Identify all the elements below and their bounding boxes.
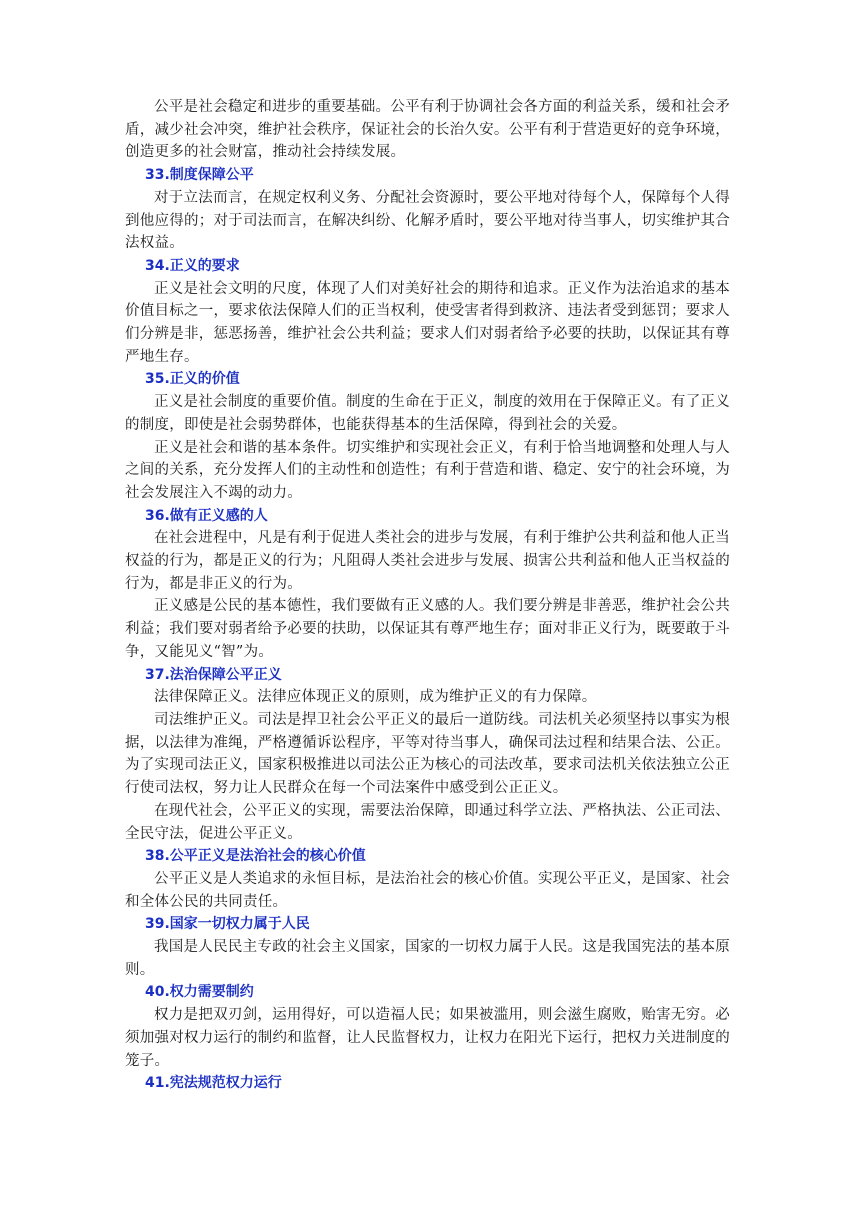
heading-39: 39.国家一切权力属于人民 — [145, 916, 310, 933]
paragraph-law-guarantees-justice: 法律保障正义。法律应体现正义的原则，成为维护正义的有力保障。 — [154, 689, 597, 706]
heading-34: 34.正义的要求 — [145, 257, 240, 274]
paragraph-power-belongs-to-people: 我国是人民民主专政的社会主义国家，国家的一切权力属于人民。这是我国宪法的基本原则。 — [125, 939, 730, 978]
heading-41: 41.宪法规范权力运行 — [145, 1075, 282, 1092]
heading-38: 38.公平正义是法治社会的核心价值 — [145, 848, 366, 865]
heading-37: 37.法治保障公平正义 — [145, 666, 282, 683]
paragraph-justice-requirements: 正义是社会文明的尺度，体现了人们对美好社会的期待和追求。正义作为法治追求的基本价值目标之一，要求依法保障人们的正当权利，使受害者得到救济、违法者受到惩罚；要求人们分辨是非，惩恶扬善，维护社会公共利益；要求人们对弱者给予必要的扶助，以保证其有尊严地生存。 — [125, 280, 730, 365]
paragraph-modern-society-justice: 在现代社会，公平正义的实现，需要法治保障，即通过科学立法、严格执法、公正司法、全民守法，促进公平正义。 — [125, 802, 730, 842]
paragraph-fairness-foundation: 公平是社会稳定和进步的重要基础。公平有利于协调社会各方面的利益关系，缓和社会矛盾，减少社会冲突，维护社会秩序，保证社会的长治久安。公平有利于营造更好的竞争环境，创造更多的社会财富，推动社会持续发展。 — [125, 99, 730, 161]
heading-40: 40.权力需要制约 — [145, 984, 254, 1001]
paragraph-power-restriction: 权力是把双刃剑，运用得好，可以造福人民；如果被滥用，则会滋生腐败，贻害无穷。必须加强对权力运行的制约和监督，让人民监督权力，让权力在阳光下运行，把权力关进制度的笼子。 — [125, 1007, 730, 1069]
paragraph-sense-of-justice-2: 正义感是公民的基本德性，我们要做有正义感的人。我们要分辨是非善恶，维护社会公共利益；我们要对弱者给予必要的扶助，以保证其有尊严地生存；面对非正义行为，既要敢于斗争，又能见义“智”为。 — [125, 598, 730, 660]
paragraph-justice-value-2: 正义是社会和谐的基本条件。切实维护和实现社会正义，有利于恰当地调整和处理人与人之间的关系，充分发挥人们的主动性和创造性；有利于营造和谐、稳定、安宁的社会环境，为社会发展注入不竭的动力。 — [125, 439, 730, 501]
heading-36: 36.做有正义感的人 — [145, 507, 268, 524]
heading-33: 33.制度保障公平 — [145, 167, 254, 184]
paragraph-justice-value-1: 正义是社会制度的重要价值。制度的生命在于正义，制度的效用在于保障正义。有了正义的制度，即使是社会弱势群体，也能获得基本的生活保障，得到社会的关爱。 — [125, 394, 730, 433]
paragraph-core-value: 公平正义是人类追求的永恒目标，是法治社会的核心价值。实现公平正义，是国家、社会和全体公民的共同责任。 — [125, 870, 730, 910]
paragraph-sense-of-justice-1: 在社会进程中，凡是有利于促进人类社会的进步与发展，有利于维护公共利益和他人正当权益的行为，都是正义的行为；凡阻碍人类社会进步与发展、损害公共利益和他人正当权益的行为，都是非正义的行为。 — [125, 530, 730, 592]
document-page — [125, 96, 730, 1095]
heading-35: 35.正义的价值 — [145, 371, 240, 388]
paragraph-judiciary-justice: 司法维护正义。司法是捍卫社会公平正义的最后一道防线。司法机关必须坚持以事实为根据，以法律为准绳，严格遵循诉讼程序，平等对待当事人，确保司法过程和结果合法、公正。为了实现司法正义，国家积极推进以司法公正为核心的司法改革，要求司法机关依法独立公正行使司法权，努力让人民群众在每一个司法案件中感受到公正正义。 — [125, 711, 730, 797]
paragraph-system-fairness: 对于立法而言，在规定权利义务、分配社会资源时，要公平地对待每个人，保障每个人得到他应得的；对于司法而言，在解决纠纷、化解矛盾时，要公平地对待当事人，切实维护其合法权益。 — [125, 189, 730, 252]
